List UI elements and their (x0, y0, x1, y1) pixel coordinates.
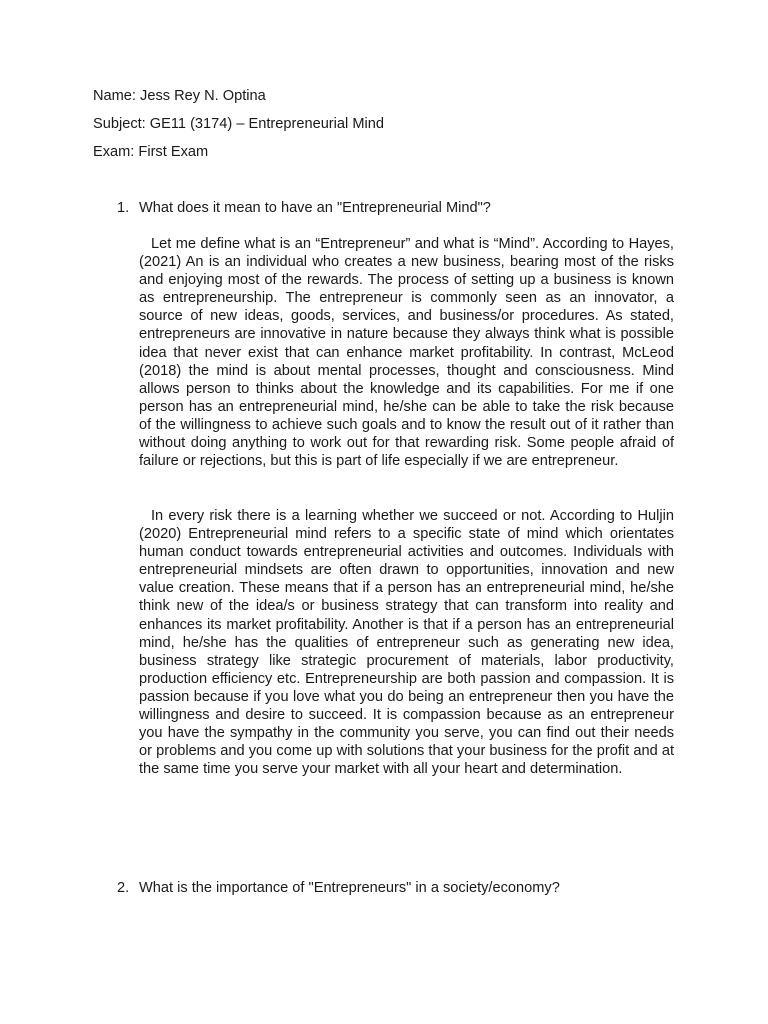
student-name: Name: Jess Rey N. Optina (93, 88, 266, 104)
subject-line: Subject: GE11 (3174) – Entrepreneurial Mind (93, 116, 384, 132)
question-number: 1. (117, 200, 130, 216)
question-2 (117, 879, 677, 897)
answer-paragraph: In every risk there is a learning whether we succeed or not. According to Huljin (2020) Entrepreneurial mind refers to a specific state of mind which orientates human conduct towards entrepreneurial activities and outcomes. Individuals with entrepreneurial mindsets are often drawn to opportunities, innovation and new value creation. These means that if a person has an entrepreneurial mind, he/she think new of the idea/s or business strategy that can transform into reality and enhances its market profitability. Another is that if a person has an entrepreneurial mind, he/she has the qualities of entrepreneur such as generating new idea, business strategy like strategic procurement of materials, labor productivity, production efficiency etc. Entrepreneurship are both passion and compassion. It is passion because if you love what you do being an entrepreneur then you have the willingness and desire to succeed. It is compassion because as an entrepreneur you have the sympathy in the community you serve, you can find out their needs or problems and you come up with solutions that your business for the profit and at the same time you serve your market with all your heart and determination. (139, 508, 674, 778)
question-text: What is the importance of "Entrepreneurs" in a society/economy? (139, 880, 560, 896)
question-1 (117, 199, 677, 217)
question-text: What does it mean to have an "Entrepreneurial Mind"? (139, 200, 491, 216)
question-number: 2. (117, 880, 130, 896)
answer-paragraph: Let me define what is an “Entrepreneur” and what is “Mind”. According to Hayes, (2021) An is an individual who creates a new business, bearing most of the risks and enjoying most of the rewards. The process of setting up a business is known as entrepreneurship. The entrepreneur is commonly seen as an innovator, a source of new ideas, goods, services, and business/or procedures. As stated, entrepreneurs are innovative in nature because they always think what is possible idea that never exist that can enhance market profitability. In contrast, McLeod (2018) the mind is about mental processes, thought and consciousness. Mind allows person to thinks about the knowledge and its capabilities. For me if one person has an entrepreneurial mind, he/she can be able to take the risk because of the willingness to achieve such goals and to know the result out of it rather than without doing anything to work out for that rewarding risk. Some people afraid of failure or rejections, but this is part of life especially if we are entrepreneur. (139, 236, 674, 470)
exam-line: Exam: First Exam (93, 144, 209, 160)
